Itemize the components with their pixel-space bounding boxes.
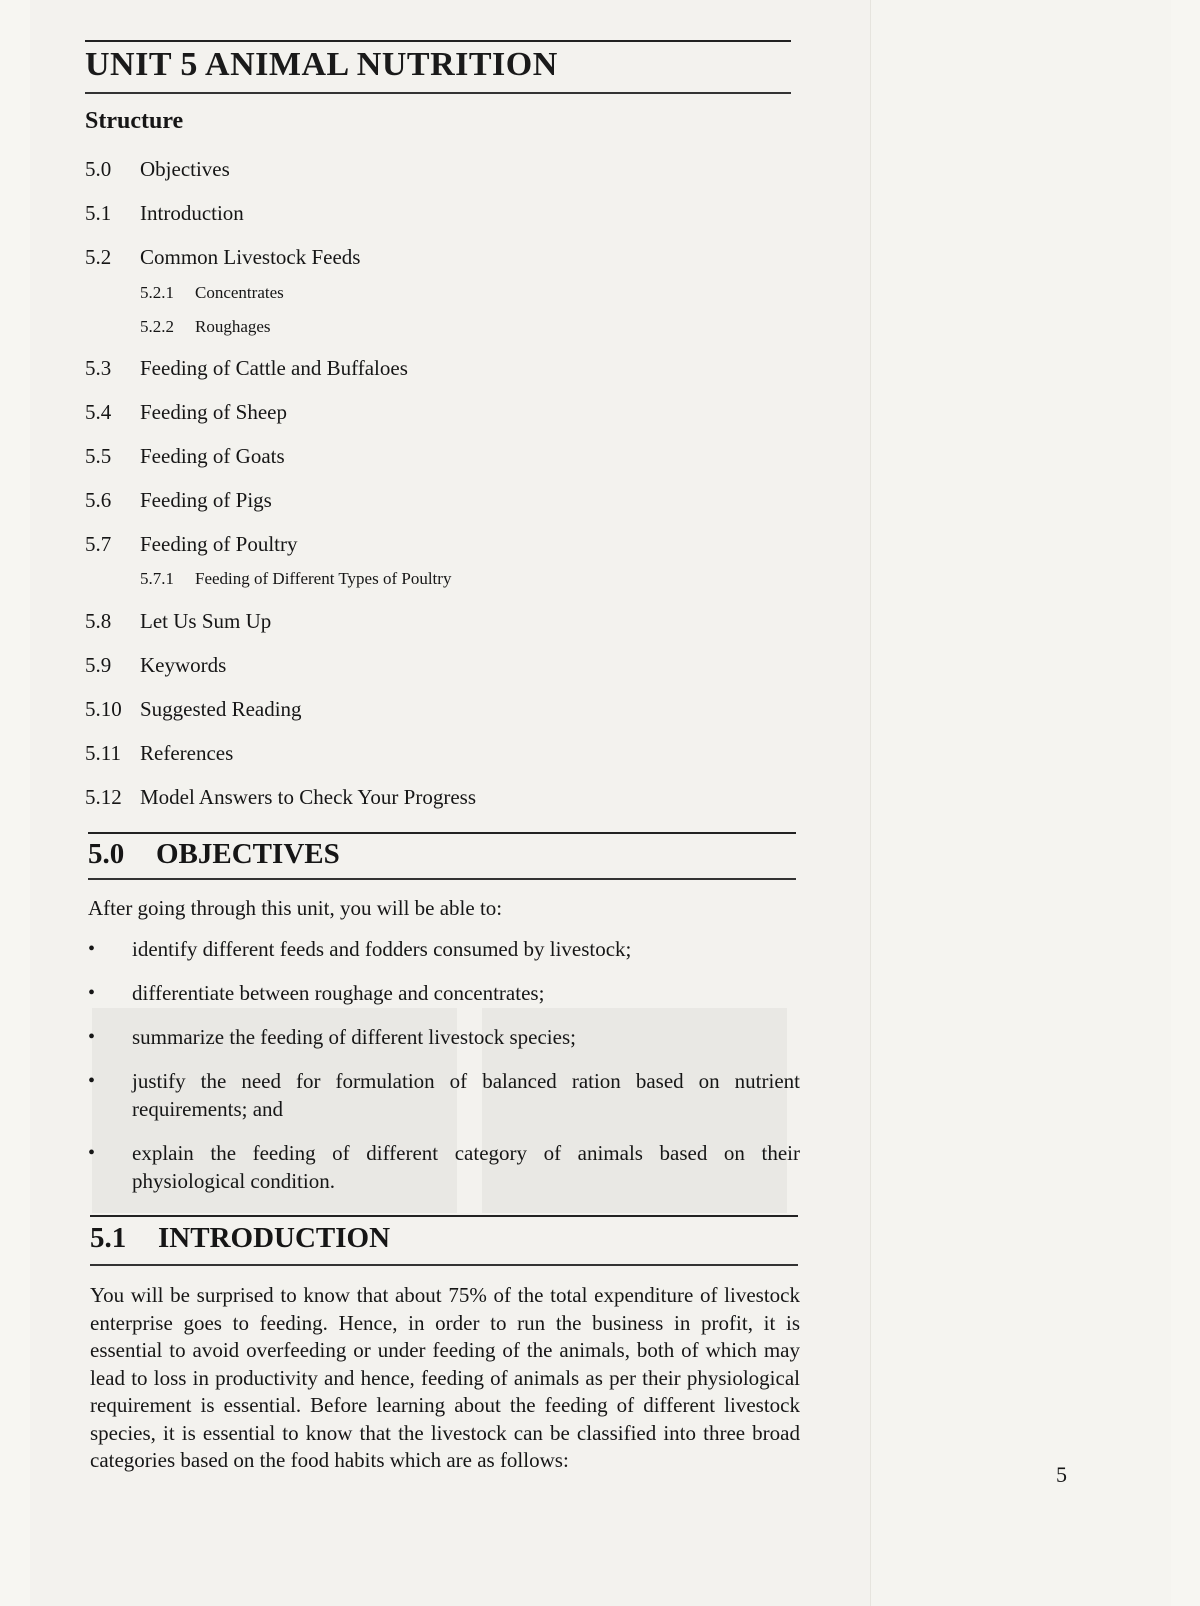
- toc-label: Feeding of Sheep: [140, 400, 287, 424]
- toc-item: [85, 741, 233, 766]
- objective-text: differentiate between roughage and concentrates;: [132, 981, 545, 1005]
- toc-item: [85, 157, 230, 182]
- objective-text: justify the need for formulation of balanced ration based on nutrient requirements; and: [132, 1069, 800, 1121]
- objective-text: explain the feeding of different category of animals based on their physiological condition.: [132, 1141, 800, 1193]
- toc-number: 5.2.1: [140, 283, 174, 302]
- introduction-paragraph: You will be surprised to know that about 75% of the total expenditure of livestock enterprise goes to feeding. Hence, in order to run the business in profit, it is essential to avoid overfeeding or under feeding of the animals, both of which may lead to loss in productivity and hence, feeding of animals as per their physiological requirement is essential. Before learning about the feeding of different livestock species, it is essential to know that the livestock can be classified into three broad categories based on the food habits which are as follows:: [90, 1283, 800, 1472]
- toc-number: 5.7.1: [140, 569, 174, 588]
- title-bottom-rule: [85, 92, 791, 94]
- toc-number: 5.8: [85, 609, 112, 633]
- introduction-heading: [90, 1222, 390, 1255]
- toc-number: 5.5: [85, 444, 112, 468]
- toc-item: [85, 400, 287, 425]
- toc-label: Model Answers to Check Your Progress: [140, 785, 476, 809]
- toc-subitem: [140, 569, 451, 589]
- objectives-list: [88, 935, 800, 1211]
- objectives-bottom-rule: [88, 878, 796, 880]
- toc-label: Keywords: [140, 653, 227, 677]
- toc-number: 5.12: [85, 785, 122, 809]
- toc-label: Feeding of Cattle and Buffaloes: [140, 356, 408, 380]
- toc-number: 5.3: [85, 356, 112, 380]
- toc-label: Common Livestock Feeds: [140, 245, 361, 269]
- toc-item: [85, 245, 360, 270]
- toc-label: Introduction: [140, 201, 244, 225]
- toc-subitem: [140, 317, 271, 337]
- toc-number: 5.1: [85, 201, 112, 225]
- bullet-icon: •: [88, 1142, 96, 1164]
- unit-title: UNIT 5 ANIMAL NUTRITION: [85, 46, 558, 83]
- toc-label: Let Us Sum Up: [140, 609, 272, 633]
- page-number: 5: [1056, 1462, 1067, 1487]
- toc-label: Roughages: [195, 317, 271, 336]
- introduction-title: INTRODUCTION: [158, 1222, 391, 1254]
- objectives-title: OBJECTIVES: [156, 838, 340, 870]
- objectives-intro: After going through this unit, you will be able to:: [88, 896, 503, 920]
- list-item: [88, 935, 800, 963]
- objective-text: summarize the feeding of different livestock species;: [132, 1025, 576, 1049]
- list-item: [88, 1139, 800, 1195]
- toc-number: 5.0: [85, 157, 112, 181]
- bullet-icon: •: [88, 938, 96, 960]
- bullet-icon: •: [88, 1026, 96, 1048]
- list-item: [88, 1023, 800, 1051]
- list-item: [88, 1067, 800, 1123]
- structure-heading: Structure: [85, 108, 184, 134]
- toc-number: 5.11: [85, 741, 121, 765]
- objectives-top-rule: [88, 832, 796, 834]
- margin-strip: [870, 0, 1171, 1606]
- toc-label: Feeding of Different Types of Poultry: [195, 569, 452, 588]
- toc-label: Feeding of Pigs: [140, 488, 272, 512]
- toc-item: [85, 653, 226, 678]
- toc-number: 5.10: [85, 697, 122, 721]
- toc-number: 5.2.2: [140, 317, 174, 336]
- introduction-bottom-rule: [90, 1264, 798, 1266]
- title-top-rule: [85, 40, 791, 42]
- toc-label: Feeding of Poultry: [140, 532, 298, 556]
- toc-label: Concentrates: [195, 283, 284, 302]
- toc-label: Feeding of Goats: [140, 444, 285, 468]
- bullet-icon: •: [88, 982, 96, 1004]
- toc-item: [85, 444, 285, 469]
- toc-number: 5.2: [85, 245, 112, 269]
- toc-item: [85, 356, 408, 381]
- toc-label: Objectives: [140, 157, 230, 181]
- introduction-number: 5.1: [90, 1222, 127, 1254]
- toc-item: [85, 785, 476, 810]
- toc-label: Suggested Reading: [140, 697, 302, 721]
- toc-item: [85, 201, 244, 226]
- toc-item: [85, 488, 272, 513]
- toc-number: 5.9: [85, 653, 112, 677]
- objectives-number: 5.0: [88, 838, 125, 870]
- list-item: [88, 979, 800, 1007]
- toc-item: [85, 697, 302, 722]
- toc-number: 5.4: [85, 400, 112, 424]
- introduction-top-rule: [90, 1215, 798, 1217]
- objective-text: identify different feeds and fodders consumed by livestock;: [132, 937, 632, 961]
- toc-item: [85, 609, 271, 634]
- bullet-icon: •: [88, 1070, 96, 1092]
- toc-number: 5.7: [85, 532, 112, 556]
- objectives-heading: [88, 838, 340, 871]
- toc-number: 5.6: [85, 488, 112, 512]
- toc-item: [85, 532, 298, 557]
- toc-label: References: [140, 741, 234, 765]
- toc-subitem: [140, 283, 284, 303]
